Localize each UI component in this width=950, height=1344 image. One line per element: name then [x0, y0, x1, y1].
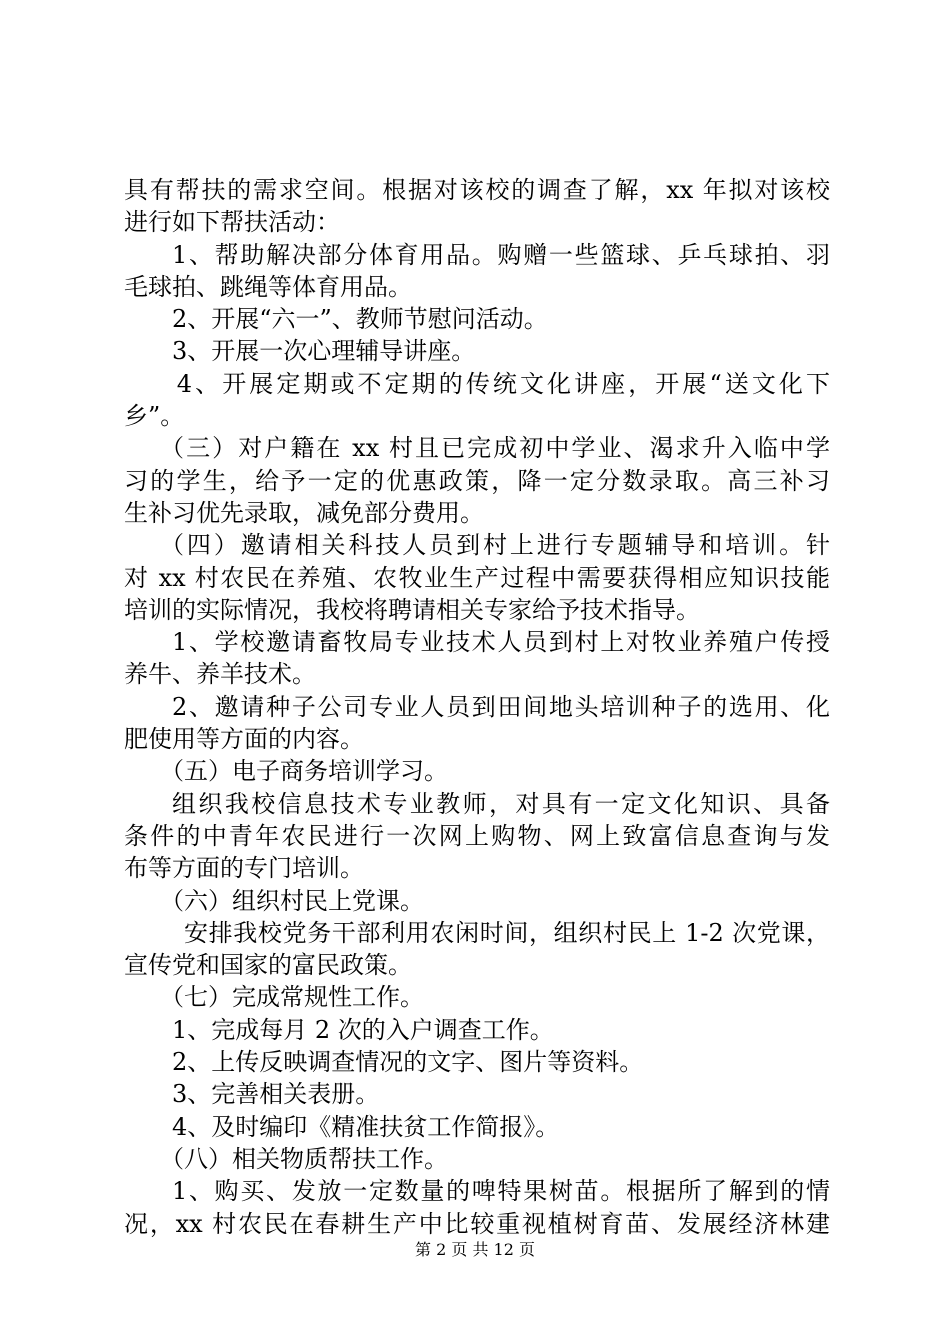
text-line: （七）完成常规性工作。	[160, 983, 424, 1012]
text-line: 习的学生，给予一定的优惠政策，降一定分数录取。高三补习	[124, 466, 830, 495]
document-body	[124, 174, 830, 1240]
text-line: 安排我校党务干部利用农闲时间，组织村民上 1-2 次党课，	[184, 918, 830, 947]
text-line: 2、邀请种子公司专业人员到田间地头培训种子的选用、化	[172, 692, 830, 721]
text-line: 1、完成每月 2 次的入户调查工作。	[172, 1015, 554, 1044]
text-line: 条件的中青年农民进行一次网上购物、网上致富信息查询与发	[124, 821, 830, 850]
text-line: 肥使用等方面的内容。	[124, 725, 364, 754]
text-line: 2、上传反映调查情况的文字、图片等资料。	[172, 1048, 644, 1077]
text-line: （四）邀请相关科技人员到村上进行专题辅导和培训。针	[160, 531, 830, 560]
text-line: 3、完善相关表册。	[172, 1080, 380, 1109]
text-line: 布等方面的专门培训。	[124, 854, 364, 883]
text-line: 4、及时编印《精准扶贫工作简报》。	[172, 1112, 560, 1141]
text-line: 2、开展“六一”、教师节慰问活动。	[172, 305, 548, 334]
text-line: 毛球拍、跳绳等体育用品。	[124, 272, 412, 301]
text-line: 1、帮助解决部分体育用品。购赠一些篮球、乒乓球拍、羽	[172, 240, 830, 269]
text-line: 生补习优先录取，减免部分费用。	[124, 498, 484, 527]
text-line: 宣传党和国家的富民政策。	[124, 951, 412, 980]
text-line: 进行如下帮扶活动：	[124, 208, 340, 237]
text-line: 1、购买、发放一定数量的啤特果树苗。根据所了解到的情	[172, 1177, 830, 1206]
text-line: 对 xx 村农民在养殖、农牧业生产过程中需要获得相应知识技能	[124, 563, 830, 592]
text-line: 况，xx 村农民在春耕生产中比较重视植树育苗、发展经济林建	[124, 1209, 830, 1238]
text-line: 组织我校信息技术专业教师，对具有一定文化知识、具备	[172, 789, 830, 818]
text-line: （六）组织村民上党课。	[160, 886, 424, 915]
text-line: 1、学校邀请畜牧局专业技术人员到村上对牧业养殖户传授	[172, 628, 830, 657]
text-line: 乡”。	[124, 402, 185, 431]
text-line: 养牛、养羊技术。	[124, 660, 316, 689]
text-line: 具有帮扶的需求空间。根据对该校的调查了解，xx 年拟对该校	[124, 176, 830, 204]
text-line: 培训的实际情况，我校将聘请相关专家给予技术指导。	[124, 595, 700, 624]
text-line: （五）电子商务培训学习。	[160, 757, 448, 786]
page-footer: 第 2 页 共 12 页	[415, 1240, 535, 1259]
text-line: 3、开展一次心理辅导讲座。	[172, 337, 476, 366]
text-line: 4、开展定期或不定期的传统文化讲座，开展“送文化下	[176, 369, 830, 398]
text-line: （三）对户籍在 xx 村且已完成初中学业、渴求升入临中学	[160, 434, 830, 463]
text-line: （八）相关物质帮扶工作。	[160, 1144, 448, 1173]
